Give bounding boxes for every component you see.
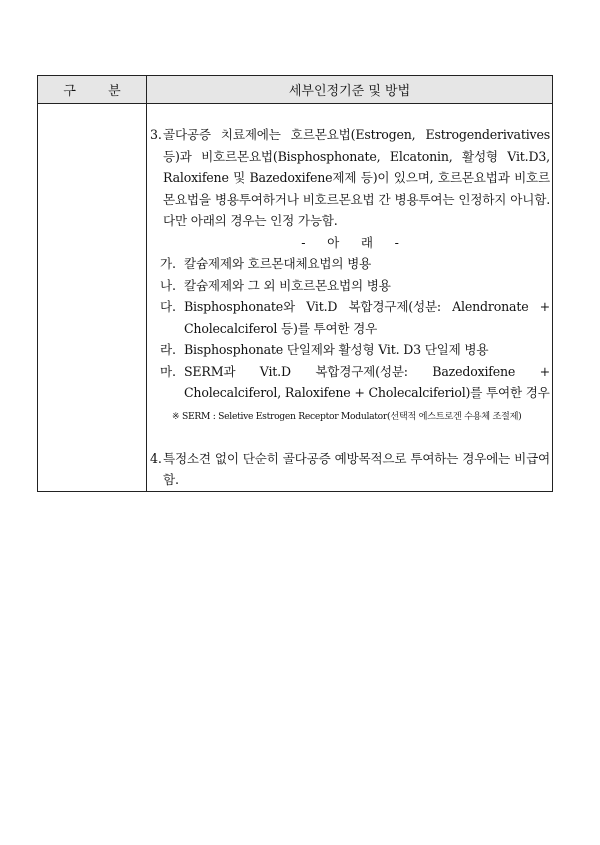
subitem-number: 다. — [160, 299, 176, 314]
subitem-number: 나. — [160, 277, 176, 293]
serm-note: ※ SERM : Seletive Estrogen Receptor Modulator(선택적 에스트로겐 수용체 조절제) — [172, 410, 522, 422]
item-3 — [150, 124, 550, 232]
item-4-text: 특정소견 없이 단순히 골다공증 예방목적으로 투여하는 경우에는 비급여 함. — [163, 450, 550, 487]
list-item — [150, 339, 550, 361]
subitem-text: 칼슘제제와 호르몬대체요법의 병용 — [184, 256, 372, 271]
list-item — [150, 275, 550, 297]
item-3-text: 골다공증 치료제에는 호르몬요법(Estrogen, Estrogenderivatives 등)과 비호르몬요법(Bisphosphonate, Elcatonin, 활성형 Vit.D3, Raloxifene 및 Bazedoxifene제제 등)이 있으며, 호르몬요법과 비호르몬요법을 병용투여하거나 비호르몬요법 간 병용투여는 인정하지 아니함. 다만 아래의 경우는 인정 가능함. — [163, 127, 550, 228]
item-3-number: 3. — [150, 127, 162, 142]
criteria-content — [147, 104, 552, 491]
subitem-number: 가. — [160, 256, 176, 271]
table-row — [38, 104, 553, 492]
item-4-number: 4. — [150, 450, 162, 466]
subitem-number: 라. — [160, 342, 176, 357]
subitem-text: SERM과 Vit.D 복합경구제(성분: Bazedoxifene + Cholecalciferol, Raloxifene + Cholecalciferiol)를 투여한 경우 — [184, 363, 550, 400]
header-category: 구 분 — [38, 76, 147, 104]
subitem-number: 마. — [160, 363, 176, 379]
subitem-text: Bisphosphonate와 Vit.D 복합경구제(성분: Alendronate + Cholecalciferol 등)를 투여한 경우 — [184, 299, 550, 336]
criteria-cell — [147, 104, 553, 492]
table-header-row — [38, 76, 553, 104]
category-cell — [38, 104, 147, 492]
header-criteria: 세부인정기준 및 방법 — [147, 76, 553, 104]
list-item — [150, 253, 550, 275]
below-heading: - 아 래 - — [301, 234, 399, 250]
criteria-table — [37, 75, 553, 492]
list-item — [150, 296, 550, 339]
spacer — [150, 430, 550, 448]
subitem-text: Bisphosphonate 단일제와 활성형 Vit. D3 단일제 병용 — [184, 342, 489, 357]
item-4 — [150, 448, 550, 491]
list-item — [150, 361, 550, 404]
subitem-text: 칼슘제제와 그 외 비호르몬요법의 병용 — [184, 277, 391, 293]
